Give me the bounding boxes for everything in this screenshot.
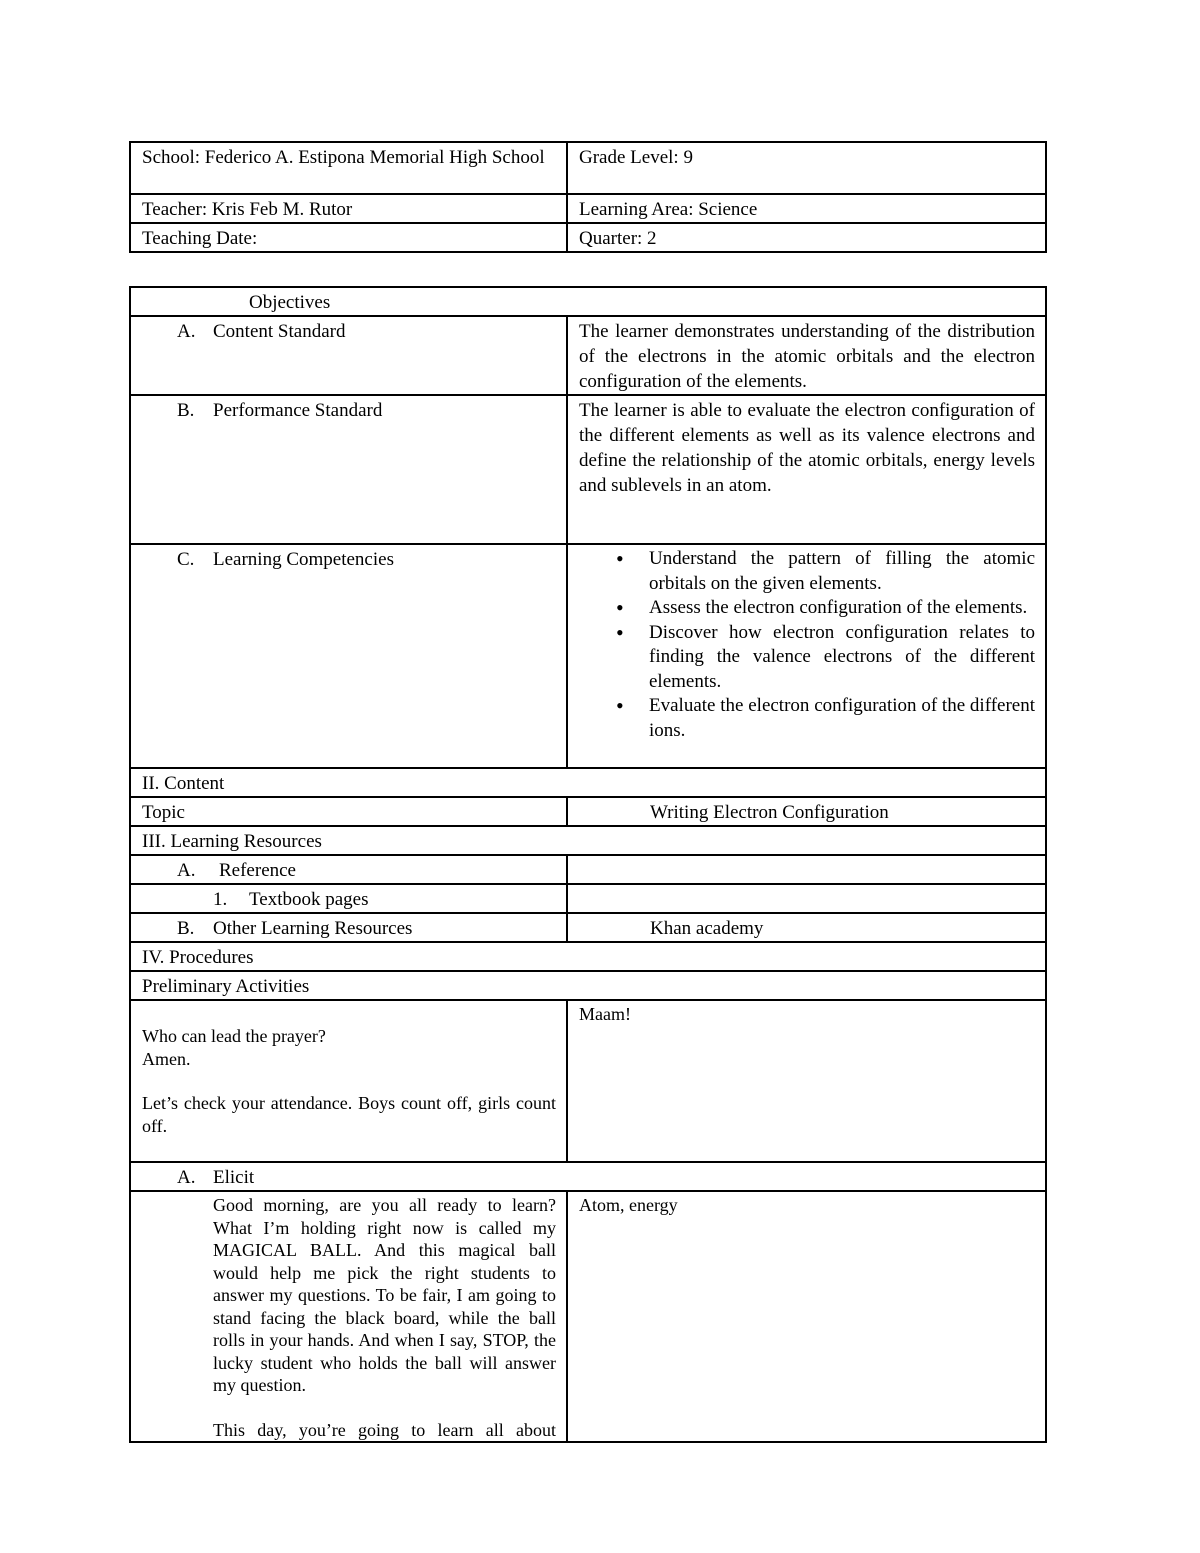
other-resources-label-cell [130,913,567,942]
elicit-teacher-cell [130,1191,567,1442]
reference-label-cell [130,855,567,884]
teaching-date-cell: Teaching Date: [130,223,567,252]
content-standard-letter: A. [177,321,196,342]
other-resources-value: Khan academy [567,913,1046,942]
textbook-label: Textbook pages [249,889,369,910]
competency-item: • Assess the electron configuration of the elements. [649,596,1035,621]
amen-text: Amen. [142,1048,191,1069]
learning-competencies-label: Learning Competencies [213,549,394,570]
performance-standard-letter: B. [177,400,195,421]
content-standard-text: The learner demonstrates understanding of the distribution of the electrons in the atomic orbitals and the electron configuration of the elements. [567,316,1046,395]
header-row-school [130,142,1046,194]
content-standard-row [130,316,1046,395]
resources-heading: III. Learning Resources [130,826,1046,855]
preliminary-heading-row [130,971,1046,1000]
textbook-row [130,884,1046,913]
learning-competencies-label-cell [130,544,567,768]
learning-competencies-row [130,544,1046,768]
content-heading-row [130,768,1046,797]
elicit-label: Elicit [213,1167,255,1188]
student-reply: Maam! [579,1004,631,1024]
prayer-prompt: Who can lead the prayer? [142,1026,326,1046]
teacher-cell: Teacher: Kris Feb M. Rutor [130,194,567,223]
competency-item: • Evaluate the electron configuration of the different ions. [649,694,1035,743]
quarter-cell: Quarter: 2 [567,223,1046,252]
objectives-row [130,287,1046,316]
textbook-number: 1. [213,889,228,910]
learning-competencies-cell [567,544,1046,768]
elicit-student-cell [567,1191,1046,1442]
reference-label: Reference [219,860,296,881]
topic-label: Topic [130,797,567,826]
performance-standard-label: Performance Standard [213,400,383,421]
learning-competencies-letter: C. [177,549,195,570]
grade-level-cell: Grade Level: 9 [567,142,1046,194]
elicit-heading-row [130,1162,1046,1191]
competency-item: • Understand the pattern of filling the atomic orbitals on the given elements. [649,547,1035,596]
header-row-date [130,223,1046,252]
topic-value: Writing Electron Configuration [567,797,1046,826]
header-row-teacher [130,194,1046,223]
reference-letter: A. [177,860,196,881]
reference-value [567,855,1046,884]
performance-standard-label-cell [130,395,567,544]
procedures-heading-row [130,942,1046,971]
procedures-heading: IV. Procedures [130,942,1046,971]
other-resources-letter: B. [177,918,195,939]
resources-heading-row [130,826,1046,855]
elicit-letter: A. [177,1167,196,1188]
performance-standard-text: The learner is able to evaluate the electron configuration of the different elements as well as its valence electrons and define the relationship of the atomic orbitals, energy levels and sublevels in an atom. [567,395,1046,544]
header-table [129,141,1047,253]
elicit-row [130,1191,1046,1442]
preliminary-activities-row [130,1000,1046,1162]
school-cell: School: Federico A. Estipona Memorial High School [130,142,567,194]
lesson-plan-table [129,286,1047,1443]
topic-row [130,797,1046,826]
competency-item: • Discover how electron configuration relates to finding the valence electrons of the different elements. [649,621,1035,695]
other-resources-row [130,913,1046,942]
learning-area-cell: Learning Area: Science [567,194,1046,223]
elicit-teacher-text-2: This day, you’re going to learn all about [213,1419,556,1440]
textbook-value [567,884,1046,913]
content-heading: II. Content [130,768,1046,797]
preliminary-teacher-cell [130,1000,567,1162]
preliminary-heading: Preliminary Activities [130,971,1046,1000]
elicit-answer: Atom, energy [579,1195,678,1215]
content-standard-label: Content Standard [213,321,346,342]
elicit-teacher-text: Good morning, are you all ready to learn? What I’m holding right now is called my MAGICAL BALL. And this magical ball would help me pick the right students to answer my questions. To be fair, I am going to stand facing the black board, while the ball rolls in your hands. And when I say, STOP, the lucky student who holds the ball will answer my question. [213,1195,556,1395]
reference-row [130,855,1046,884]
other-resources-label: Other Learning Resources [213,918,413,939]
textbook-label-cell [130,884,567,913]
preliminary-student-cell [567,1000,1046,1162]
elicit-heading-cell [130,1162,1046,1191]
competency-list [579,547,1035,743]
attendance-text: Let’s check your attendance. Boys count off, girls count off. [142,1093,556,1136]
objectives-heading: Objectives [130,287,1046,316]
content-standard-label-cell [130,316,567,395]
performance-standard-row [130,395,1046,544]
